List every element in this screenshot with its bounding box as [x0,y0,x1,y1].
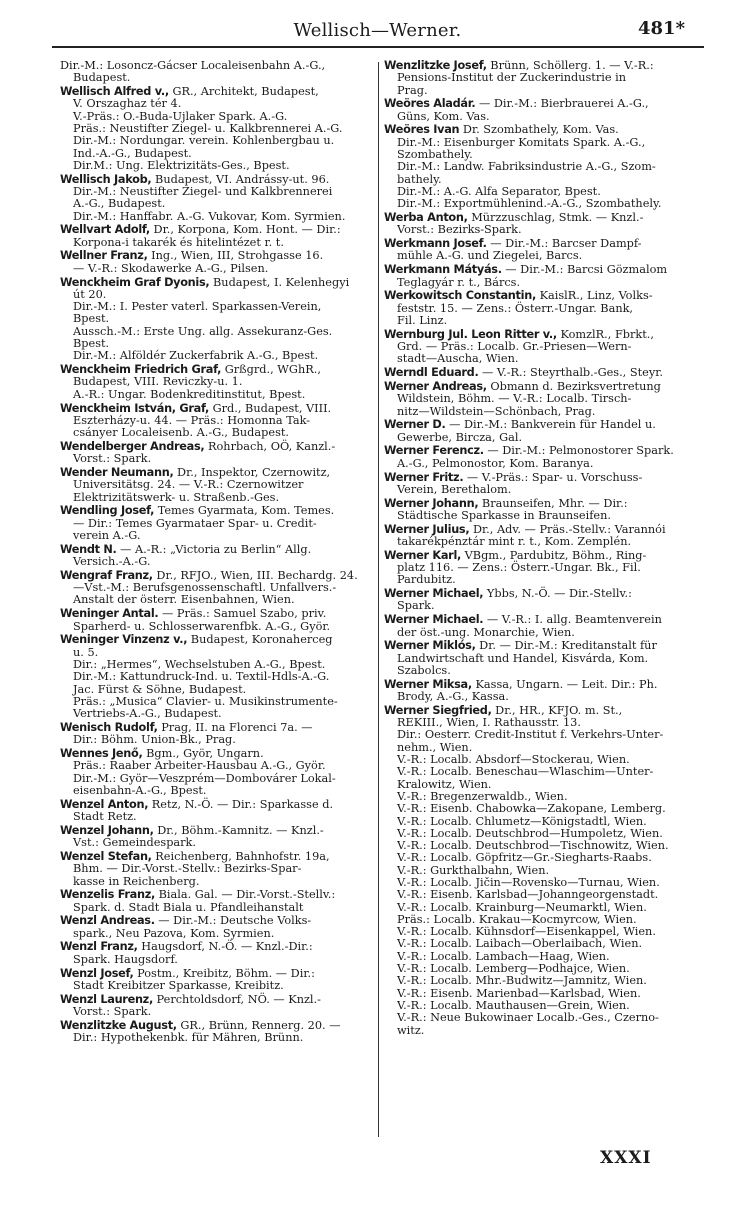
directory-entry [60,722,378,747]
entry-line: V.-R.: Localb. Beneschau—Wlaschim—Unter- [397,765,654,779]
entry-name: Wernburg Jul. Leon Ritter v., [384,327,557,341]
entry-line: V. Orszaghaz tér 4. [73,97,182,111]
entry-line: V.-R.: Localb. Deutschbrod—Humpoletz, Wien. [397,826,663,840]
entry-line: takarékpénztár mint r. t., Kom. Zemplén. [397,534,632,548]
entry-line: A.-G., Pelmonostor, Kom. Baranya. [397,456,594,470]
entry-first-line: Bgm., Györ, Ungarn. [146,747,264,761]
entry-first-line: Dr. — Dir.-M.: Kreditanstalt für [479,639,657,653]
entry-line: verein A.-G. [73,528,141,542]
entry-first-line: VBgm., Pardubitz, Böhm., Ring- [464,548,647,562]
entry-name: Weöres Aladár. [384,97,476,111]
entry-name: Werba Anton, [384,211,468,225]
entry-line: V.-R.: Neue Bukowinaer Localb.-Ges., Czerno- [397,1011,659,1025]
entry-line: A.-R.: Ungar. Bodenkreditinstitut, Bpest. [73,387,306,401]
entry-name: Wenzl Josef, [60,966,134,980]
entry-line: Pensions-Institut der Zuckerindustrie in [397,71,626,85]
entry-name: Wenzlitzke August, [60,1018,177,1032]
directory-entry [384,264,702,289]
entry-line: Szombathely. [397,148,473,162]
entry-name: Werndl Eduard. [384,366,479,380]
entry-line: feststr. 15. — Zens.: Österr.-Ungar. Bank, [397,301,634,315]
entry-line: Versich.-A.-G. [73,555,151,569]
entry-name: Wellvart Adolf, [60,223,150,237]
entry-line: platz 116. — Zens.: Österr.-Ungar. Bk., Fil. [397,561,641,575]
directory-entry [384,640,702,677]
directory-entry [60,608,378,633]
directory-entry [384,329,702,366]
directory-entry [60,915,378,940]
entry-line: Spark. Haugsdorf. [73,952,178,966]
entry-name: Werner Miksa, [384,677,472,691]
entry-line: V.-R.: Localb. Mauthausen—Grein, Wien. [397,998,630,1012]
directory-entry [384,472,702,497]
entry-first-line: Ybbs, N.-Ö. — Dir.-Stellv.: [486,587,632,601]
entry-line: Präs.: „Musica“ Clavier- u. Musikinstrumente- [73,694,338,708]
entry-line: Eszterházy-u. 44. — Präs.: Homonna Tak- [73,413,311,427]
entry-first-line: Dir.-M.: Losoncz-Gácser Localeisenbahn A.-G., [60,59,326,72]
directory-entry [60,799,378,824]
entry-line: nitz—Wildstein—Schönbach, Prag. [397,404,596,418]
entry-line: Vorst.: Spark. [73,452,152,466]
directory-entry [60,224,378,249]
entry-line: V.-R.: Localb. Lemberg—Podhajce, Wien. [397,962,630,976]
running-head: Wellisch—Werner. [293,20,462,41]
entry-line: spark., Neu Pazova, Kom. Syrmien. [73,926,275,940]
entry-line: V.-R.: Localb. Deutschbrod—Tischnowitz, Wien. [397,839,669,853]
entry-first-line: Rohrbach, OÖ, Kanzl.- [208,439,336,453]
entry-line: Vorst.: Bezirks-Spark. [397,223,522,237]
entry-name: Wender Neumann, [60,466,174,479]
entry-line: Dir.-M.: Exportmühlenind.-A.-G., Szombathely. [397,197,662,211]
entry-name: Werner Julius, [384,522,470,536]
entry-line: V.-R.: Localb. Laibach—Oberlaibach, Wien. [397,937,643,951]
entry-name: Werner Karl, [384,548,462,562]
entry-line: Präs.: Raaber Arbeiter-Hausbau A.-G., Györ. [73,759,326,773]
entry-name: Wellner Franz, [60,249,148,263]
entry-name: Wenzel Anton, [60,797,149,811]
entry-line: Dir.M.: Ung. Elektrizitäts-Ges., Bpest. [73,158,290,172]
directory-entry [60,825,378,850]
entry-line: Anstalt der österr. Eisenbahnen, Wien. [73,593,295,607]
entry-line: Spark. d. Stadt Biala u. Pfandleihanstalt [73,900,304,914]
entry-line: Stadt Kreibitzer Sparkasse, Kreibitz. [73,978,284,992]
entry-name: Werkowitsch Constantin, [384,289,536,303]
directory-entry [384,588,702,613]
entry-line: Elektrizitätswerk- u. Straßenb.-Ges. [73,490,280,504]
entry-first-line: — Dir.-M.: Deutsche Volks- [158,914,312,928]
entry-first-line: Dr., RFJO., Wien, III. Bechardg. 24. [156,568,358,582]
entry-first-line: Temes Gyarmata, Kom. Temes. [157,504,335,518]
entry-line: Vst.: Gemeindespark. [73,836,196,850]
entry-line: út 20. [73,287,107,301]
entry-line: csányer Localeisenb. A.-G., Budapest. [73,426,289,440]
directory-entry [384,98,702,123]
entry-name: Werner Michael, [384,587,484,601]
directory-entry [384,419,702,444]
entry-line: V.-R.: Eisenb. Karlsbad—Johanngeorgenstadt. [397,888,659,902]
entry-first-line: GR., Brünn, Rennerg. 20. — [180,1018,341,1032]
entry-line: V.-R.: Gurkthalbahn, Wien. [397,863,550,877]
entry-line: Pardubitz. [397,573,456,587]
directory-entry [384,367,702,379]
entry-line: V.-R.: Localb. Göpfritz—Gr.-Siegharts-Raabs. [397,851,652,865]
directory-entry [384,498,702,523]
entry-line: Dir.-M.: Landw. Fabriksindustrie A.-G., Szom- [397,160,656,174]
entry-line: Dir.-M.: Alföldér Zuckerfabrik A.-G., Bpest. [73,349,319,363]
entry-line: Dir.-M.: Nordungar. verein. Kohlenbergbau u. [73,134,335,148]
directory-entry [60,889,378,914]
entry-first-line: Dr., Böhm.-Kamnitz. — Knzl.- [157,823,324,837]
directory-entry [60,505,378,542]
directory-entry [384,238,702,263]
entry-name: Werner Fritz. [384,470,464,484]
entry-first-line: Haugsdorf, N.-Ö. — Knzl.-Dir.: [141,940,313,954]
entry-name: Wellisch Jakob, [60,172,152,186]
entry-line: Stadt Retz. [73,810,137,824]
entry-line: Präs.: Localb. Krakau—Kocmyrcow, Wien. [397,912,637,926]
entry-first-line: Reichenberg, Bahnhofstr. 19a, [155,849,330,863]
entry-name: Wellisch Alfred v., [60,85,169,99]
entry-first-line: Dr. Szombathely, Kom. Vas. [462,123,619,137]
directory-entry [60,1020,378,1045]
entry-name: Wenzlitzke Josef, [384,59,487,72]
entry-line: mühle A.-G. und Ziegelei, Barcs. [397,249,583,263]
entry-name: Wenisch Rudolf, [60,720,158,734]
entry-name: Weninger Antal. [60,607,159,621]
directory-entry [384,614,702,639]
entry-first-line: Obmann d. Bezirksvertretung [490,379,661,393]
directory-entry [384,60,702,97]
entry-line: Kralowitz, Wien. [397,777,492,791]
entry-name: Wendt N. [60,542,117,556]
entry-name: Werner D. [384,418,446,432]
entry-line: — Dir.: Temes Gyarmataer Spar- u. Credit- [73,516,317,530]
signature-mark: XXXI [600,1148,652,1168]
entry-line: REKIII., Wien, I. Rathausstr. 13. [397,716,581,730]
directory-entry [384,381,702,418]
entry-first-line: Ing., Wien, III, Strohgasse 16. [151,249,324,263]
directory-entry [60,86,378,172]
entry-first-line: — V.-Präs.: Spar- u. Vorschuss- [466,470,643,484]
directory-entry [60,544,378,569]
entry-first-line: Prag, II. na Florenci 7a. — [161,720,313,734]
directory-entry [60,968,378,993]
entry-line: Budapest, VIII. Reviczky-u. 1. [73,375,243,389]
entry-name: Werkmann Josef. [384,237,487,251]
entry-first-line: Mürzzuschlag, Stmk. — Knzl.- [471,211,644,225]
entry-line: Prag. [397,83,428,97]
directory-entry [60,467,378,504]
entry-line: Spark. [397,599,435,613]
entry-line: Städtische Sparkasse in Braunseifen. [397,508,611,522]
entry-first-line: — A.-R.: „Victoria zu Berlin“ Allg. [120,542,312,556]
directory-entry [60,748,378,797]
directory-entry [60,364,378,401]
entry-line: Dir.-M.: Neustifter Ziegel- und Kalkbrennerei [73,184,333,198]
directory-entry [384,705,702,1037]
entry-name: Werkmann Mátyás. [384,263,502,277]
entry-line: Brody, A.-G., Kassa. [397,690,509,704]
entry-first-line: KaislR., Linz, Volks- [539,289,653,303]
entry-line: Dir.-M.: I. Pester vaterl. Sparkassen-Verein, [73,300,322,314]
entry-name: Werner Siegfried, [384,703,492,717]
entry-name: Wenzl Laurenz, [60,992,153,1006]
entry-name: Weöres Ivan [384,123,460,137]
entry-first-line: Retz, N.-Ö. — Dir.: Sparkasse d. [151,797,334,811]
directory-entry [60,994,378,1019]
entry-line: Gewerbe, Bircza, Gal. [397,430,523,444]
entry-line: V.-Präs.: O.-Buda-Ujlaker Spark. A.-G. [73,109,288,123]
entry-line: stadt—Auscha, Wien. [397,352,519,366]
directory-entry [384,550,702,587]
entry-line: Jac. Fürst & Söhne, Budapest. [73,682,247,696]
entry-name: Werner Michael. [384,613,484,627]
entry-line: Verein, Berethalom. [397,482,512,496]
entry-line: Dir.: „Hermes“, Wechselstuben A.-G., Bpest. [73,657,326,671]
entry-name: Wendelberger Andreas, [60,439,205,453]
entry-first-line: Dr., HR., KFJO. m. St., [495,703,623,717]
entry-first-line: Perchtoldsdorf, NÖ. — Knzl.- [156,992,321,1006]
directory-entry [60,441,378,466]
entry-name: Wenzl Franz, [60,940,138,954]
entry-line: Präs.: Neustifter Ziegel- u. Kalkbrennerei A.-G. [73,121,343,135]
entry-line: eisenbahn-A.-G., Bpest. [73,783,207,797]
directory-entry [60,851,378,888]
entry-name: Wenzel Stefan, [60,849,152,863]
entry-first-line: — Dir.-M.: Bankverein für Handel u. [449,418,656,432]
entry-name: Wendling Josef, [60,504,155,518]
entry-line: Fil. Linz. [397,313,448,327]
entry-line: Dir.-M.: Eisenburger Komitats Spark. A.-G., [397,135,646,149]
column-divider [378,62,379,1137]
entry-name: Werner Miklós, [384,639,476,653]
entry-name: Werner Johann, [384,496,479,510]
directory-entry [60,174,378,223]
entry-line: V.-R.: Localb. Lambach—Haag, Wien. [397,949,610,963]
entry-line: witz. [397,1023,425,1037]
page-number: 481* [638,18,685,39]
directory-entry [384,679,702,704]
entry-line: V.-R.: Eisenb. Chabowka—Zakopane, Lemberg. [397,802,666,816]
entry-line: V.-R.: Bregenzerwaldb., Wien. [397,789,568,803]
entry-line: Dir.-M.: A.-G. Alfa Separator, Bpest. [397,184,601,198]
left-column [60,60,378,1046]
entry-first-line: — Dir.-M.: Barcsi Gözmalom [505,263,668,277]
entry-name: Werner Ferencz. [384,444,484,458]
entry-line: Grd. — Präs.: Localb. Gr.-Priesen—Wern- [397,340,632,354]
directory-entry [60,941,378,966]
entry-name: Wenckheim Graf Dyonis, [60,275,210,289]
entry-first-line: — Dir.-M.: Pelmonostorer Spark. [487,444,674,458]
entry-line: Güns, Kom. Vas. [397,109,490,123]
entry-name: Wenckheim Friedrich Graf, [60,363,222,377]
directory-entry [384,290,702,327]
entry-name: Werner Andreas, [384,379,487,393]
entry-line: bathely. [397,172,442,186]
directory-entry [384,524,702,549]
entry-first-line: Budapest, VI. Andrássy-ut. 96. [155,172,330,186]
entry-line: V.-R.: Localb. Jičin—Rovensko—Turnau, Wien. [397,876,660,889]
entry-line: Budapest. [73,71,131,85]
entry-line: V.-R.: Localb. Kühnsdorf—Eisenkappel, Wien. [397,925,656,939]
entry-line: u. 5. [73,645,99,659]
entry-first-line: Kassa, Ungarn. — Leit. Dir.: Ph. [475,677,658,691]
entry-line: V.-R.: Localb. Mhr.-Budwitz—Jamnitz, Wien. [397,974,647,988]
directory-entry [60,60,378,85]
entry-first-line: — V.-R.: Steyrthalb.-Ges., Steyr. [482,366,663,380]
header-rule [52,46,704,48]
right-column [384,60,702,1038]
entry-line: V.-R.: Eisenb. Marienbad—Karlsbad, Wien. [397,986,641,1000]
directory-entry [60,277,378,363]
entry-line: Bpest. [73,337,110,351]
entry-first-line: — Dir.-M.: Bierbrauerei A.-G., [478,97,649,111]
entry-name: Wenckheim István, Graf, [60,401,209,415]
entry-line: Bhm. — Dir.-Vorst.-Stellv.: Bezirks-Spar- [73,862,302,876]
entry-first-line: — Dir.-M.: Barcser Dampf- [490,237,642,251]
entry-line: Dir.: Oesterr. Credit-Institut f. Verkehrs-Unter- [397,728,664,742]
entry-line: Ind.-A.-G., Budapest. [73,146,192,160]
entry-line: V.-R.: Localb. Absdorf—Stockerau, Wien. [397,753,630,767]
entry-line: —Vst.-M.: Berufsgenossenschaftl. Unfallvers.- [73,581,337,595]
entry-first-line: Budapest, Koronaherceg [190,633,333,647]
directory-entry [384,124,702,210]
entry-name: Weninger Vinzenz v., [60,633,188,647]
entry-line: Universitätsg. 24. — V.-R.: Czernowitzer [73,478,304,492]
directory-entry [60,634,378,720]
entry-first-line: KomzlR., Fbrkt., [560,327,654,341]
entry-line: Dir.-M.: Kattundruck-Ind. u. Textil-Hdls-A.-G. [73,670,330,684]
entry-line: A.-G., Budapest. [73,197,166,211]
entry-first-line: Grd., Budapest, VIII. [212,401,332,415]
entry-first-line: Biala. Gal. — Dir.-Vorst.-Stellv.: [158,888,336,902]
entry-line: Dir.: Böhm. Union-Bk., Prag. [73,733,236,747]
entry-line: V.-R.: Localb. Krainburg—Neumarktl, Wien. [397,900,647,914]
entry-line: V.-R.: Localb. Chlumetz—Königstadtl, Wien. [397,814,647,828]
entry-line: der öst.-ung. Monarchie, Wien. [397,625,575,639]
entry-line: Dir.-M.: Hanffabr. A.-G. Vukovar, Kom. Syrmien. [73,209,346,223]
entry-first-line: Braunseifen, Mhr. — Dir.: [481,496,628,510]
entry-line: Szabolcs. [397,663,451,677]
entry-line: Sparherd- u. Schlosserwarenfbk. A.-G., Györ. [73,619,331,633]
entry-line: Wildstein, Böhm. — V.-R.: Localb. Tirsch- [397,392,632,406]
entry-first-line: Grßgrd., WGhR., [224,363,321,377]
entry-line: Vorst.: Spark. [73,1004,152,1018]
entry-first-line: Dr., Korpona, Kom. Hont. — Dir.: [153,223,341,237]
entry-first-line: Brünn, Schöllerg. 1. — V.-R.: [490,59,654,72]
entry-line: — V.-R.: Skodawerke A.-G., Pilsen. [73,261,269,275]
entry-line: Dir.-M.: Györ—Veszprém—Dombovárer Lokal- [73,771,336,785]
entry-first-line: Postm., Kreibitz, Böhm. — Dir.: [137,966,315,980]
directory-entry [60,570,378,607]
entry-name: Wenzel Johann, [60,823,154,837]
directory-entry [384,445,702,470]
entry-first-line: GR., Architekt, Budapest, [172,85,319,99]
directory-entry [60,250,378,275]
entry-name: Wennes Jenő, [60,747,143,761]
entry-line: Teglagyár r. t., Bárcs. [397,275,521,289]
entry-line: Aussch.-M.: Erste Ung. allg. Assekuranz-Ges. [73,324,333,338]
directory-entry [384,212,702,237]
entry-first-line: Dr., Inspektor, Czernowitz, [177,466,331,479]
entry-first-line: — V.-R.: I. allg. Beamtenverein [486,613,662,627]
entry-name: Wengraf Franz, [60,568,153,582]
entry-first-line: — Präs.: Samuel Szabo, priv. [162,607,327,621]
entry-line: Bpest. [73,312,110,326]
entry-line: Korpona-i takarék és hitelintézet r. t. [73,235,284,249]
entry-line: kasse in Reichenberg. [73,874,200,888]
entry-name: Wenzelis Franz, [60,888,155,902]
entry-first-line: Budapest, I. Kelenhegyi [213,275,350,289]
entry-line: Dir.: Hypothekenbk. für Mähren, Brünn. [73,1031,304,1045]
entry-line: nehm., Wien. [397,740,473,754]
entry-name: Wenzl Andreas. [60,914,155,928]
entry-line: Landwirtschaft und Handel, Kisvárda, Kom. [397,651,649,665]
entry-first-line: Dr., Adv. — Präs.-Stellv.: Varannói [472,522,666,536]
entry-line: Vertriebs-A.-G., Budapest. [73,707,222,721]
directory-entry [60,403,378,440]
